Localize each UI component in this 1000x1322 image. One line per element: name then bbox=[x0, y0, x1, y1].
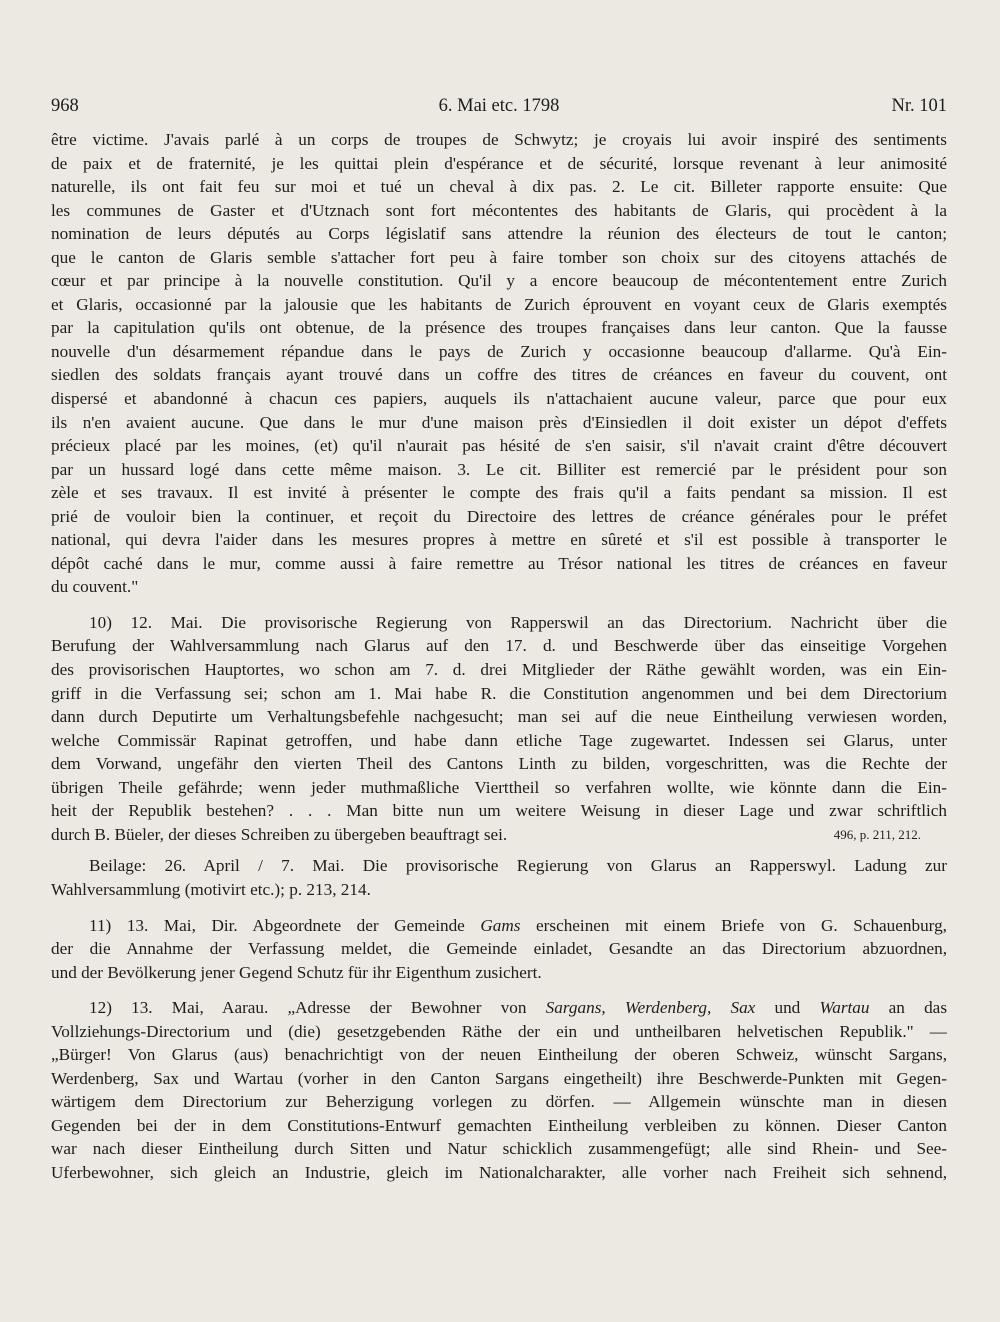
text-line: national, qui devra l'aider dans les mesures propres à mettre en sûreté et s'il est possible à transporter le bbox=[51, 530, 947, 550]
text-line: du couvent." bbox=[51, 577, 139, 597]
text-line: dann durch Deputirte um Verhaltungsbefehle nachgesucht; man sei auf die neue Eintheilung verwiesen worden, bbox=[51, 707, 947, 727]
place-name-wartau: Wartau bbox=[819, 998, 870, 1018]
text-line: war nach dieser Eintheilung durch Sitten und Natur schicklich zusammengefügt; alle sind Rhein- und See- bbox=[51, 1139, 947, 1159]
text-line bbox=[51, 914, 947, 938]
text-line: Beilage: 26. April / 7. Mai. Die provisorische Regierung von Glarus an Rapperswyl. Ladung zur bbox=[89, 856, 947, 876]
text-line: wärtigem dem Directorium zur Beherzigung vorlegen zu dörfen. — Allgemein wünschte man in diesen bbox=[51, 1092, 947, 1112]
text-line: dem Vorwand, ungefähr den vierten Theil des Cantons Linth zu bilden, vorgeschritten, was die Rechte der bbox=[51, 754, 947, 774]
text-line: être victime. J'avais parlé à un corps de troupes de Schwytz; je croyais lui avoir inspiré des sentiments bbox=[51, 130, 947, 149]
text-line: Wahlversammlung (motivirt etc.); p. 213, 214. bbox=[51, 879, 371, 899]
text-line: und der Bevölkerung jener Gegend Schutz für ihr Eigenthum zusichert. bbox=[51, 962, 542, 982]
text-line: les communes de Gaster et d'Utznach sont fort mécontentes des habitants de Glaris, qui procèdent à la bbox=[51, 200, 947, 220]
text-line: 10) 12. Mai. Die provisorische Regierung von Rapperswil an das Directorium. Nachricht über die bbox=[89, 612, 947, 632]
archive-reference: 496, p. 211, 212. bbox=[833, 826, 921, 842]
text-line: Werdenberg, Sax und Wartau (vorher in den Canton Sargans eingetheilt) ihre Beschwerde-Punkten mit Gegen- bbox=[51, 1068, 947, 1088]
text-line: siedlen des soldats français ayant trouvé dans un coffre des titres de créances en faveur du couvent, ont bbox=[51, 365, 947, 385]
text-line: de paix et de fraternité, je les quittai plein d'espérance et de sécurité, lorsque revenant à leur animosité bbox=[51, 153, 947, 173]
paragraph-french-report bbox=[51, 128, 947, 599]
text-line: übrigen Theile gefährde; wenn jeder muthmaßliche Vierttheil so verfahren wollte, wie könnte dann die Ein- bbox=[51, 777, 947, 797]
entry-12-intro: 12) 13. Mai, Aarau. „Adresse der Bewohner von bbox=[89, 998, 546, 1018]
text-line bbox=[51, 823, 947, 847]
text-line: nouvelle d'un désarmement répandue dans le pays de Zurich y occasionne beaucoup d'allarme. Qu'à Ein- bbox=[51, 341, 947, 361]
text-line: précieux placé par les moines, (et) qu'il n'aurait pas hésité de s'en saisir, s'il n'avait craint d'être découvert bbox=[51, 436, 947, 456]
text-line: dépôt caché dans le mur, comme aussi à faire remettre au Trésor national les titres de créances en faveur bbox=[51, 553, 947, 573]
text-line: des provisorischen Hauptortes, wo schon am 7. d. drei Mitglieder der Räthe gewählt worden, was ein Ein- bbox=[51, 660, 947, 680]
entry-12-cont: an das bbox=[869, 998, 947, 1018]
text-line: Uferbewohner, sich gleich an Industrie, gleich im Nationalcharakter, alle vorher nach Freiheit sich sehnend, bbox=[51, 1162, 947, 1182]
page-number: 968 bbox=[51, 96, 79, 116]
page-header bbox=[51, 96, 947, 122]
text-line: ils n'en avaient aucune. Que dans le mur d'une maison près d'Einsiedlen il doit exister un dépot d'effets bbox=[51, 412, 947, 432]
entry-12-and: und bbox=[755, 998, 820, 1018]
entry-10-last-line: durch B. Büeler, der dieses Schreiben zu übergeben beauftragt sei. bbox=[51, 824, 508, 844]
entry-10 bbox=[51, 611, 947, 846]
entry-11 bbox=[51, 914, 947, 985]
text-line: Berufung der Wahlversammlung nach Glarus auf den 17. d. und Beschwerde über das einseitige Vorgehen bbox=[51, 636, 947, 656]
page-body bbox=[51, 128, 947, 1185]
beilage-note bbox=[51, 854, 947, 901]
text-line: welche Commissär Rapinat getroffen, und habe dann etliche Tage zugewartet. Indessen sei Glarus, unter bbox=[51, 730, 947, 750]
entry-11-cont: erscheinen mit einem Briefe von G. Schauenburg, bbox=[520, 915, 947, 935]
place-name-gams: Gams bbox=[480, 915, 521, 935]
entry-12 bbox=[51, 996, 947, 1184]
text-line: par la capitulation qu'ils ont obtenue, de la présence des troupes françaises dans leur canton. Que la fausse bbox=[51, 318, 947, 338]
entry-11-intro: 11) 13. Mai, Dir. Abgeordnete der Gemeinde bbox=[89, 915, 481, 935]
text-line: der die Annahme der Verfassung meldet, die Gemeinde einladet, Gesandte an das Directorium abzuordnen, bbox=[51, 939, 947, 959]
place-names: Sargans, Werdenberg, Sax bbox=[545, 998, 756, 1018]
text-line: et Glaris, occasionné par la jalousie que les habitants de Zurich éprouvent en voyant ceux de Glaris exemptés bbox=[51, 294, 947, 314]
text-line: griff in die Verfassung sei; schon am 1. Mai habe R. die Constitution angenommen und bei dem Directorium bbox=[51, 683, 947, 703]
text-line: heit der Republik bestehen? . . . Man bitte nun um weitere Weisung in dieser Lage und zwar schriftlich bbox=[51, 801, 947, 821]
text-line: Gegenden bei der in dem Constitutions-Entwurf gemachten Eintheilung verbleiben zu können. Dieser Canton bbox=[51, 1115, 947, 1135]
running-title: 6. Mai etc. 1798 bbox=[438, 96, 560, 116]
text-line: Vollziehungs-Directorium und (die) gesetzgebenden Räthe der ein und untheilbaren helvetischen Republik." — bbox=[51, 1021, 947, 1041]
text-line: que le canton de Glaris semble s'attacher fort peu à faire tomber son choix sur des citoyens attachés de bbox=[51, 247, 947, 267]
text-line bbox=[51, 996, 947, 1020]
text-line: par un hussard logé dans cette même maison. 3. Le cit. Billiter est remercié par le président pour son bbox=[51, 459, 947, 479]
text-line: cœur et par principe à la nouvelle constitution. Qu'il y a encore beaucoup de mécontentement entre Zurich bbox=[51, 271, 947, 291]
text-line: „Bürger! Von Glarus (aus) benachrichtigt von der neuen Eintheilung der oberen Schweiz, wünscht Sargans, bbox=[51, 1045, 947, 1065]
text-line: naturelle, ils ont fait feu sur moi et tué un cheval à dix pas. 2. Le cit. Billeter rapporte ensuite: Que bbox=[51, 177, 947, 197]
text-line: prié de vouloir bien la continuer, et reçoit du Directoire des lettres de créance générales pour le préfet bbox=[51, 506, 947, 526]
document-number: Nr. 101 bbox=[891, 96, 947, 116]
text-line: nomination de leurs députés au Corps législatif sans attendre la réunion des électeurs de tout le canton; bbox=[51, 224, 947, 244]
text-line: dispersé et abandonné à chacun ces papiers, auquels ils n'attachaient aucune valeur, parce que pour eux bbox=[51, 389, 947, 409]
text-line: zèle et ses travaux. Il est invité à présenter le compte des frais qu'il a faits pendant sa mission. Il est bbox=[51, 483, 947, 503]
